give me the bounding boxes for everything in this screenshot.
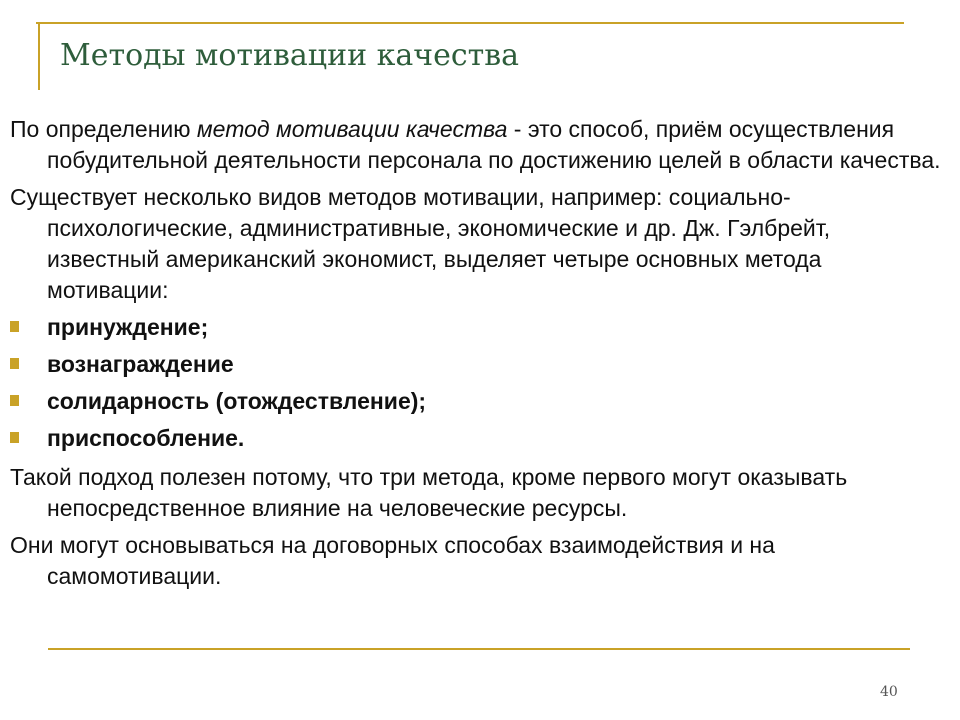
method-label: солидарность (отождествление); xyxy=(47,388,427,414)
square-bullet-icon xyxy=(10,321,19,332)
slide-body xyxy=(10,114,945,598)
methods-list xyxy=(10,312,945,460)
method-label: вознаграждение xyxy=(47,351,234,377)
page-number: 40 xyxy=(880,684,898,700)
conclusion-paragraph-2: Они могут основываться на договорных способах взаимодействия и на самомотивации. xyxy=(10,532,775,589)
method-label: принуждение; xyxy=(47,314,209,340)
list-item xyxy=(10,349,945,386)
definition-suffix: - это способ, приём осуществления побудительной деятельности персонала по достижению целей в области качества. xyxy=(47,116,941,173)
definition-prefix: По определению xyxy=(10,116,197,142)
definition-paragraph xyxy=(10,114,945,176)
square-bullet-icon xyxy=(10,358,19,369)
title-frame-left-line xyxy=(38,22,40,90)
bottom-divider-line xyxy=(48,648,910,650)
square-bullet-icon xyxy=(10,395,19,406)
slide-title: Методы мотивации качества xyxy=(60,38,519,73)
conclusion-paragraph-1: Такой подход полезен потому, что три метода, кроме первого могут оказывать непосредственное влияние на человеческие ресурсы. xyxy=(10,464,848,521)
square-bullet-icon xyxy=(10,432,19,443)
definition-term: метод мотивации качества xyxy=(196,116,508,142)
list-item xyxy=(10,312,945,349)
method-label: приспособление. xyxy=(47,425,245,451)
list-item xyxy=(10,386,945,423)
title-frame-top-line xyxy=(36,22,904,24)
list-item xyxy=(10,423,945,460)
intro-paragraph: Существует несколько видов методов мотивации, например: социально-психологические, административные, экономические и др. Дж. Гэлбрейт, известный американский экономист, выделяет четыре основных метода мотивации: xyxy=(10,184,831,303)
